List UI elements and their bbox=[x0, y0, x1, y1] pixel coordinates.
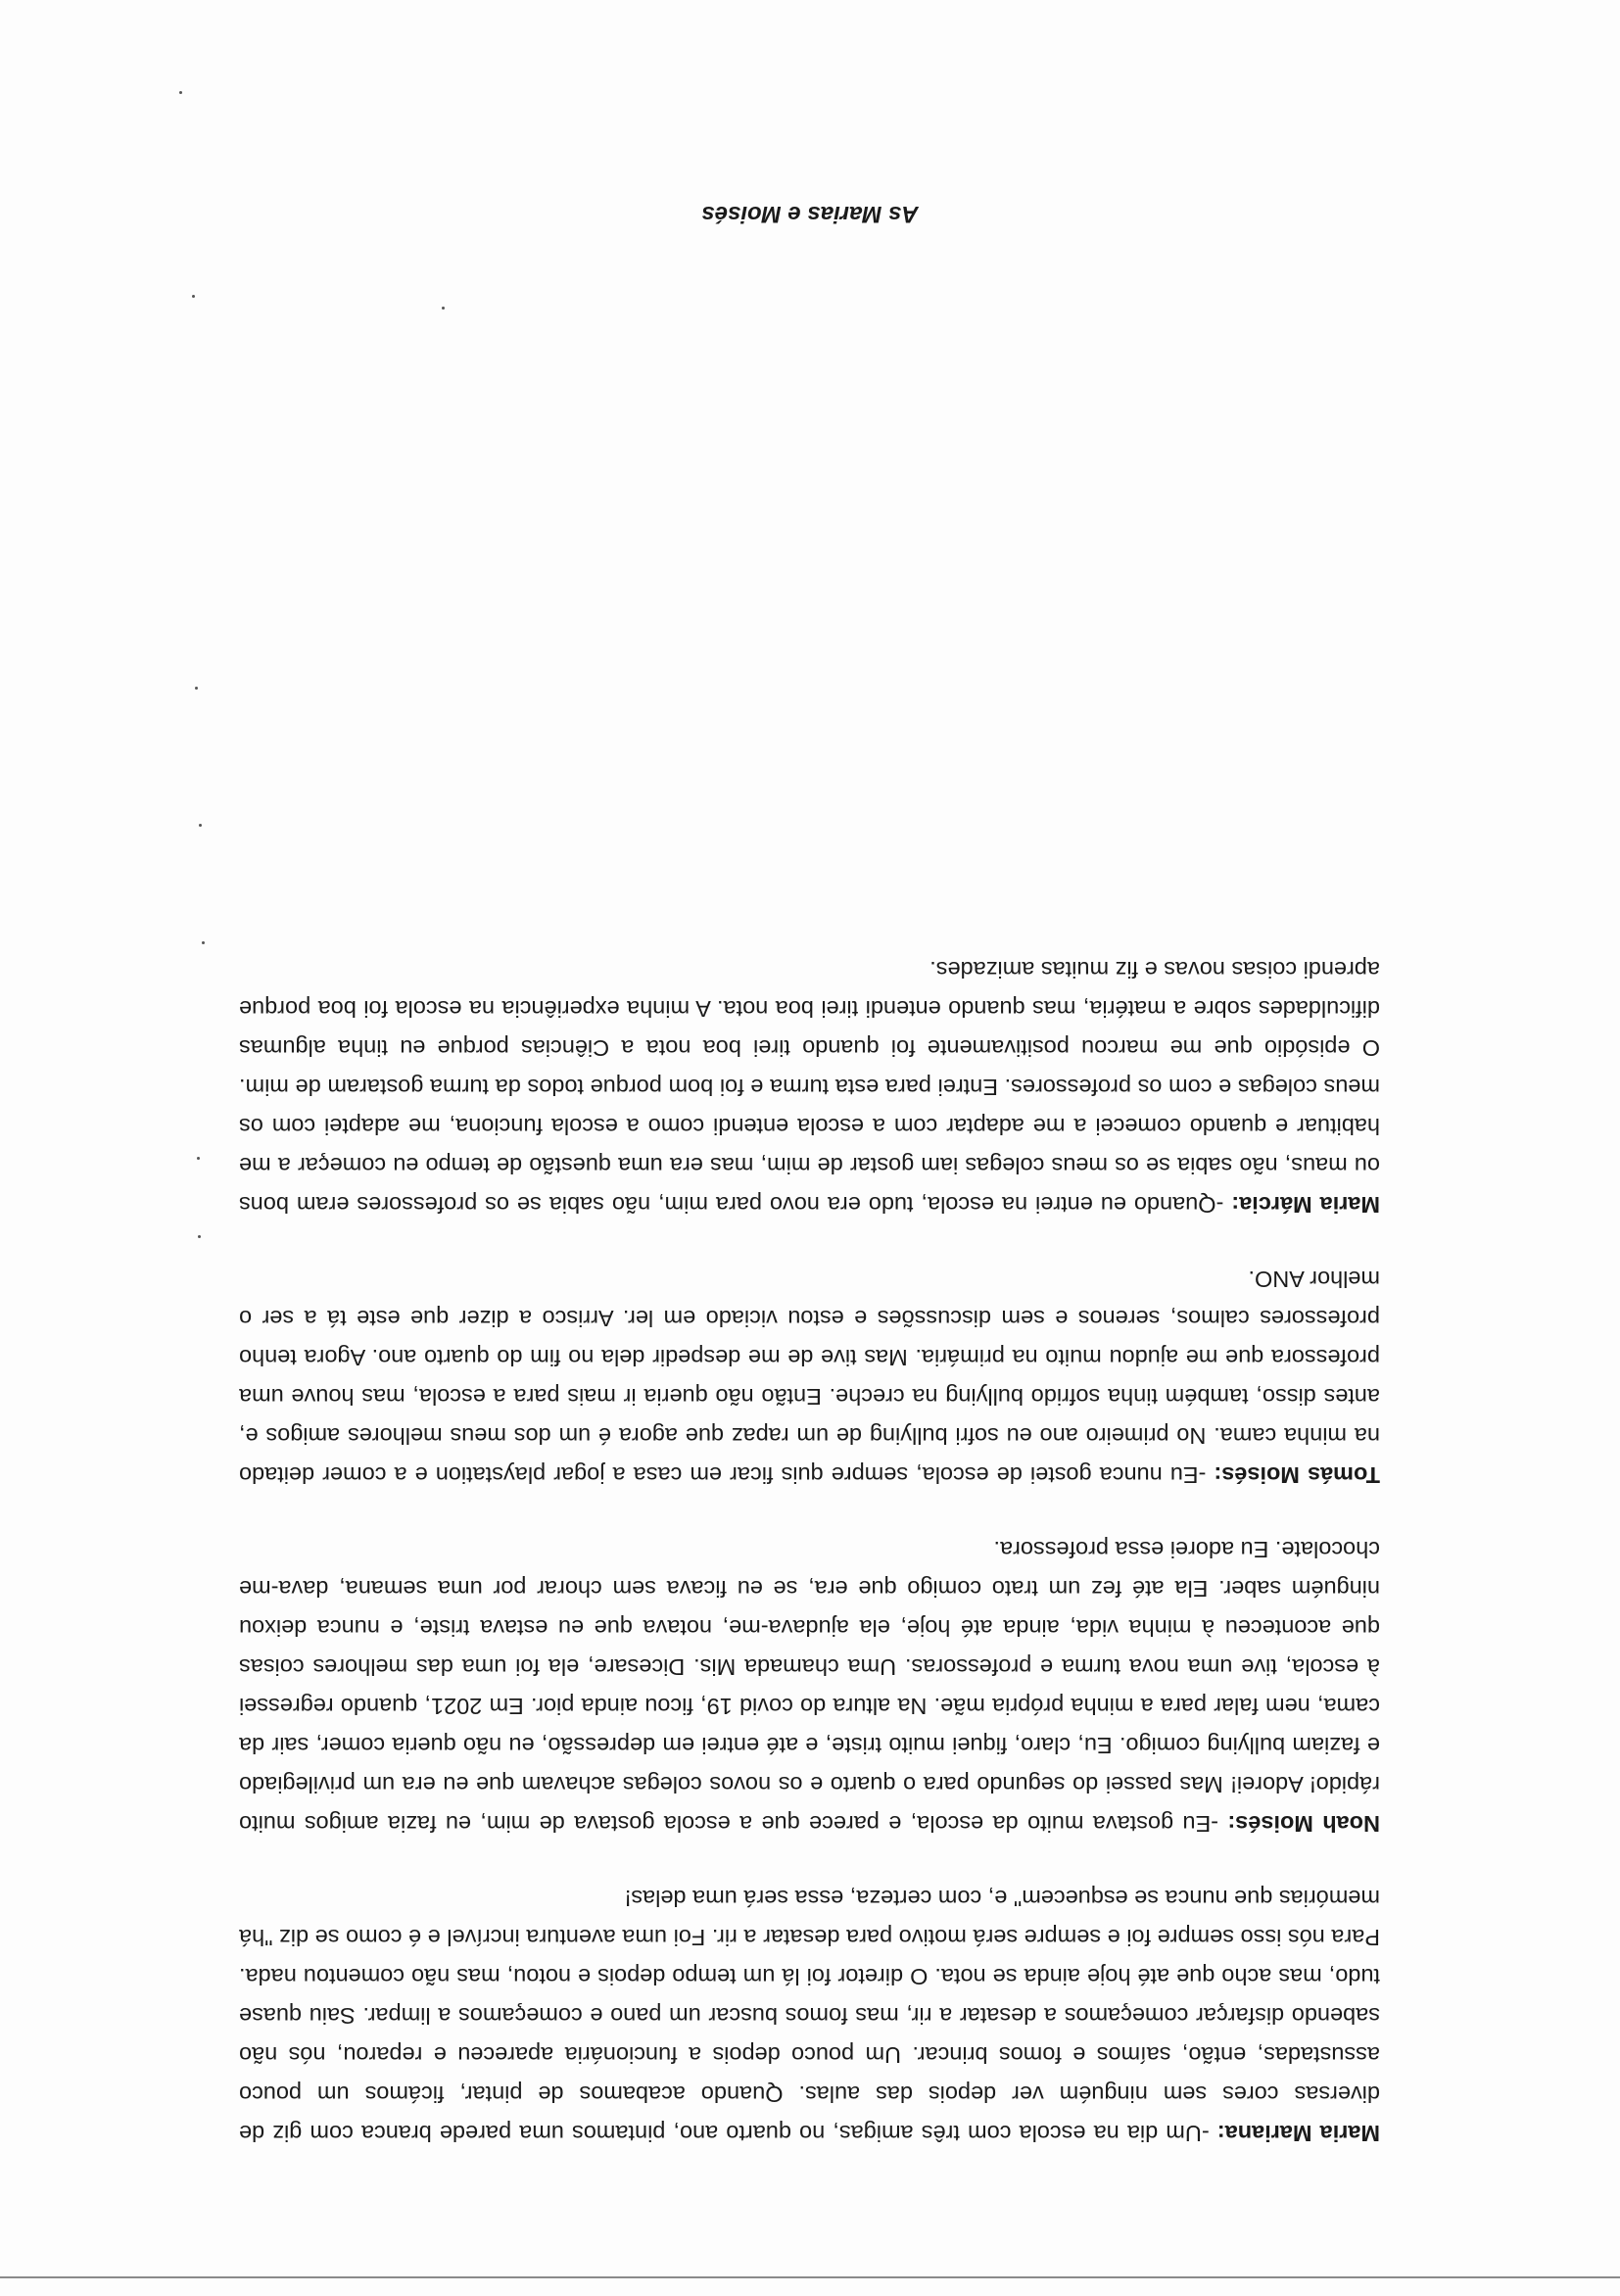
paragraph-noah-moises bbox=[239, 1530, 1380, 1843]
speaker-name: Maria Márcia: bbox=[1231, 1192, 1380, 1218]
paragraph-maria-marcia bbox=[239, 950, 1380, 1224]
scan-speck bbox=[195, 687, 198, 690]
scan-speck bbox=[198, 1235, 201, 1238]
scan-speck bbox=[199, 824, 202, 827]
paragraph-text: -Eu nunca gostei de escola, sempre quis ficar em casa a jogar playstation e a comer deitado na minha cama. No primeiro ano eu sofri bullying de um rapaz que agora é um dos meus melhores amigos e, antes disso, também tinha sofrido bullying na creche. Então não queria ir mais para a escola, mas houve uma professora que me ajudou muito na primária. Mas tive de me despedir dela no fim do quarto ano. Agora tenho professores calmos, serenos e sem discussões e estou viciado em ler. Arrisco a dizer que este tá a ser o melhor ANO. bbox=[238, 1267, 1380, 1488]
scan-speck bbox=[197, 1157, 200, 1160]
speaker-name: Noah Moisés: bbox=[1227, 1811, 1380, 1837]
scan-edge-line bbox=[0, 2276, 1620, 2278]
paragraph-tomas-moises bbox=[239, 1260, 1380, 1495]
document-body bbox=[239, 915, 1380, 2153]
speaker-name: Maria Mariana: bbox=[1216, 2121, 1380, 2146]
scan-speck bbox=[442, 307, 445, 310]
document-title: As Marias e Moisés bbox=[701, 201, 919, 227]
scan-speck bbox=[192, 295, 195, 298]
scan-speck bbox=[202, 941, 205, 944]
paragraph-text: -Quando eu entrei na escola, tudo era novo para mim, não sabia se os professores eram bons ou maus, não sabia se os meus colegas iam gostar de mim, mas era uma questão de tempo eu começar a me habituar e quando comecei a me adaptar com a escola entendi como a escola funciona, me adaptei com os meus colegas e com os professores. Entrei para esta turma e foi bom porque todos da turma gostaram de mim. O episódio que me marcou positivamente foi quando tirei boa nota a Ciências porque eu tinha algumas dificuldades sobre a matéria, mas quando entendi tirei boa nota. A minha experiência na escola foi boa porque aprendi coisas novas e fiz muitas amizades. bbox=[238, 957, 1380, 1218]
paragraph-text: -Um dia na escola com três amigas, no quarto ano, pintamos uma parede branca com giz de diversas cores sem ninguém ver depois das aulas. Quando acabamos de pintar, ficámos um pouco assustadas, então, saímos e fomos brincar. Um pouco depois a funcionária apareceu e reparou, nós não sabendo disfarçar começamos a desatar a rir, mas fomos buscar um pano e começamos a limpar. Saiu quase tudo, mas acho que até hoje ainda se nota. O diretor foi lá um tempo depois e notou, mas não comentou nada. Para nós isso sempre foi e sempre será motivo para desatar a rir. Foi uma aventura incrível e é como se diz "há memórias que nunca se esquecem" e, com certeza, essa será uma delas! bbox=[239, 1886, 1380, 2146]
paragraph-maria-mariana bbox=[239, 1879, 1380, 2153]
speaker-name: Tomás Moisés: bbox=[1214, 1462, 1380, 1488]
scan-speck bbox=[179, 91, 182, 94]
paragraph-text: -Eu gostava muito da escola, e parece que a escola gostava de mim, eu fazia amigos muito rápido! Adorei! Mas passei do segundo para o quarto e os novos colegas achavam que eu era um privilegiado e faziam bullying comigo. Eu, claro, fiquei muito triste, e até entrei em depressão, eu não queria comer, sair da cama, nem falar para a minha própria mãe. Na altura do covid 19, ficou ainda pior. Em 2021, quando regressei à escola, tive uma nova turma e professoras. Uma chamada Mis. Dicesare, ela foi uma das melhores coisas que aconteceu à minha vida, ainda até hoje, ela ajudava-me, notava que eu estava triste, e nunca deixou ninguém saber. Ela até fez um trato comigo que era, se eu ficava sem chorar por uma semana, dava-me chocolate. Eu adorei essa professora. bbox=[239, 1537, 1380, 1837]
